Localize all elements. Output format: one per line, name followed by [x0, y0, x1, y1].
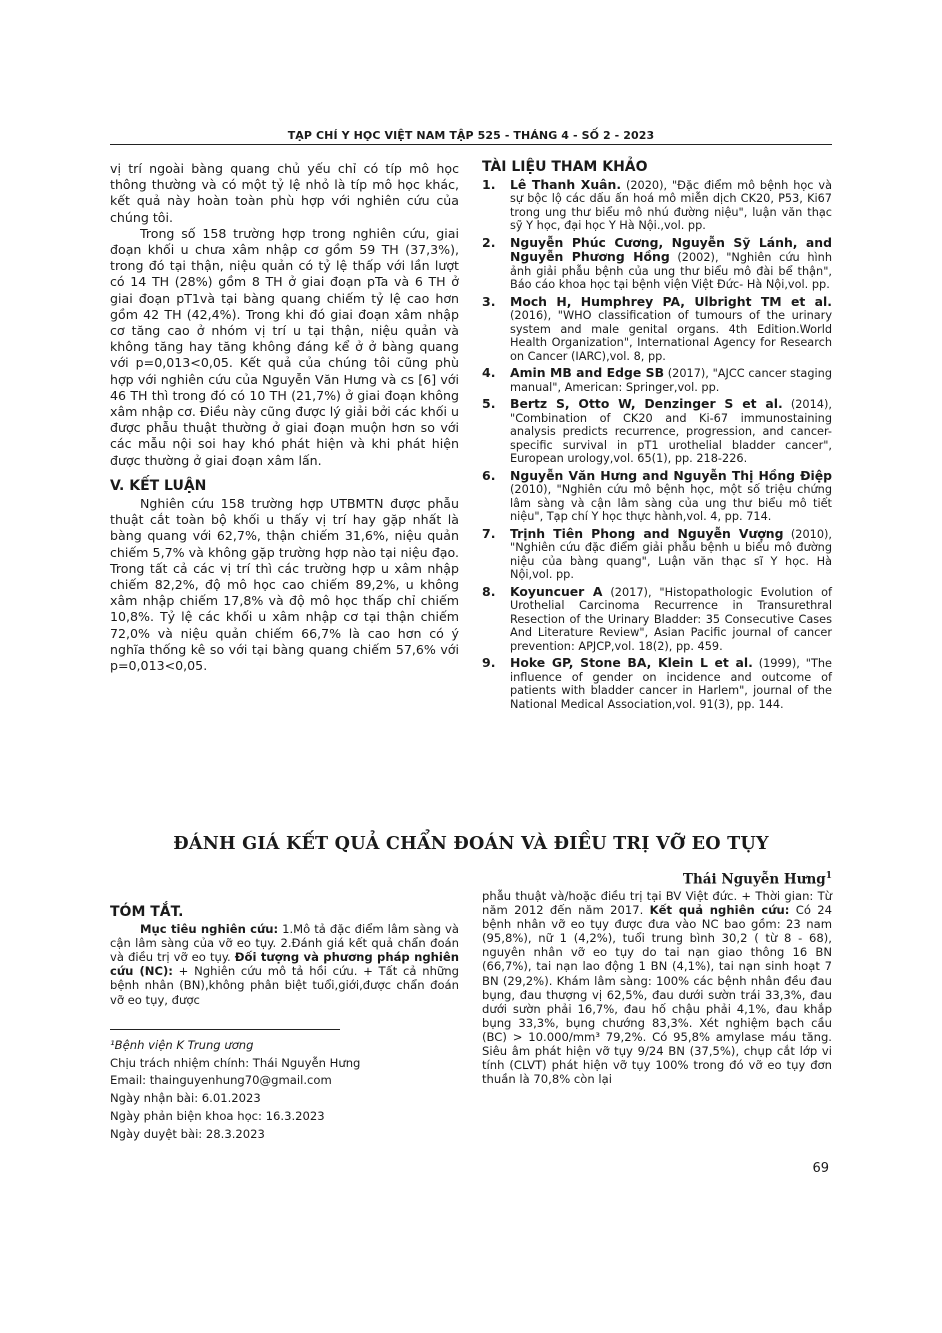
discussion-paragraph-2: Trong số 158 trường hợp trong nghiên cứu, giai đoạn khối u chưa xâm nhập cơ gồm 59 TH (37,3%), trong đó tại thận, niệu quản có tỷ lệ thấp với lần lượt có 14 TH (28%) gồm 8 TH ở giai đoạn pTa và 6 TH ở giai đoạn pT1và tại bàng quang chiếm tỷ lệ cao hơn gồm 42 TH (42,4%). Trong khi đó giai đoạn xâm nhập cơ tăng cao ở nhóm vị trí u tại thận, niệu quản và không tăng hay tăng không đáng kể ở ở bàng quang với p=0,013<0,05. Kết quả của chúng tôi cũng phù hợp với nghiên cứu của Nguyễn Văn Hưng và cs [6] với 46 TH thì trong đó có 10 TH (21,7%) ở giai đoạn không xâm nhập cơ. Điều này cũng được lý giải bởi các khối u được phẫu thuật thường ở giai đoạn muộn hơn so với các mẫu nội soi hay khó phát hiện và khi phát hiện được thường ở giai đoạn xâm lấn.	[110, 225, 459, 468]
reference-text: (2014), "Combination of CK20 and Ki-67 immunostaining analysis predicts recurrence, progression, and cancer-specific survival in pT1 urothelial bladder cancer", European urology,vol. 65(1), pp. 218-226.	[510, 398, 832, 465]
reference-text: (2010), "Nghiên cứu đặc điểm giải phẫu bệnh u biểu mô đường niệu của bàng quang", Luận văn thạc sĩ Y học. Hà Nội,vol. pp.	[510, 527, 833, 581]
reference-authors: Bertz S, Otto W, Denzinger S et al.	[510, 396, 783, 411]
reference-item	[482, 295, 832, 364]
reference-number: 3.	[482, 293, 496, 309]
reference-authors: Trịnh Tiên Phong and Nguyễn Vượng	[510, 525, 784, 541]
results-text: Có 24 bệnh nhân vỡ eo tụy được đưa vào NC bao gồm: 23 nam (95,8%), nữ 1 (4,2%), tuổi trung bình 30,2 ( từ 8 - 68), nguyên nhân vỡ eo tụy do tai nạn giao thông 16 BN (66,7%), tai nạn lao động 1 BN (4,1%), tai nạn sinh hoạt 7 BN (29,2%). Khám lâm sàng: 100% các bệnh nhân đều đau bụng, đau thượng vị 62,5%, đau dưới sườn trái 33,3%, đau dưới sườn phải 16,7%, đau hố chậu phải 4,1%, đau khắp bụng 33,3%, bụng chướng 83,3%. Xét nghiệm bạch cầu (BC) > 10.000/mm³ 79,2%. Có 95,8% amylase máu tăng. Siêu âm phát hiện vỡ tụy 9/24 BN (37,5%), chụp cắt lớp vi tính (CLVT) phát hiện vỡ tụy 100% trong đó vỡ eo tụy đơn thuần là 70,8% còn lại	[482, 903, 832, 1087]
reference-item	[482, 178, 832, 233]
methods-label: Đối tượng và phương pháp nghiên cứu (NC):	[110, 950, 459, 979]
footnote-rule	[110, 1029, 340, 1030]
reference-authors: Hoke GP, Stone BA, Klein L et al.	[510, 655, 753, 670]
reference-text: (2010), "Nghiên cứu mô bệnh học, một số triệu chứng lâm sàng và cận lâm sàng của ung thư biểu mô tiết niệu", Tạp chí Y học thực hành,vol. 4, pp. 714.	[510, 483, 832, 523]
reference-number: 2.	[482, 234, 496, 250]
references-heading: TÀI LIỆU THAM KHẢO	[482, 159, 648, 175]
conclusion-paragraph: Nghiên cứu 158 trường hợp UTBMTN được phẫu thuật cắt toàn bộ khối u thấy vị trí hay gặp nhất là bàng quang với 62,7%, thận chiếm 31,6%, niệu quản chiếm 5,7% và không gặp trường hợp nào tại niệu đạo. Trong tất cả các vị trí thì các trường hợp u xâm nhập chiếm 82,2%, độ mô học cao chiếm 89,2%, u không xâm nhập chiếm 17,8% và độ mô học thấp chỉ chiếm 10,8%. Tỷ lệ các khối u xâm nhập cơ tại thận chiếm 72,0% và niệu quản chiếm 66,7% là cao hơn có ý nghĩa thống kê so với tại bàng quang chiếm 57,6% với p=0,013<0,05.	[110, 496, 459, 674]
reference-item	[482, 527, 832, 582]
conclusion-heading: V. KẾT LUẬN	[110, 477, 207, 494]
reference-text: (2017), "Histopathologic Evolution of Urothelial Carcinoma Recurrence in Transurethral Resection of the Urinary Bladder: 35 Consecutive Cases And Literature Review", Asian Pacific journal of cancer prevention: APJCP,vol. 18(2), pp. 459.	[510, 585, 832, 653]
author-affiliation-mark: 1	[825, 871, 832, 881]
reference-item	[482, 656, 832, 711]
reference-authors: Koyuncuer A	[510, 583, 603, 599]
reference-item	[482, 469, 832, 524]
abstract-right-text: phẫu thuật và/hoặc điều trị tại BV Việt đức. + Thời gian: Từ năm 2012 đến năm 2017.	[482, 889, 832, 918]
reference-number: 6.	[482, 467, 496, 483]
summary-heading: TÓM TẮT.	[110, 904, 184, 920]
page-number: 69	[812, 1161, 829, 1176]
footnote-affiliation: ¹Bệnh viện K Trung ương	[110, 1038, 254, 1052]
footnote-email: Email: thainguyenhung70@gmail.com	[110, 1073, 332, 1088]
reference-authors: Lê Thanh Xuân.	[510, 176, 622, 192]
footnotes	[110, 1037, 440, 1143]
reference-item	[482, 585, 832, 654]
objective-text: 1.Mô tả đặc điểm lâm sàng và cận lâm sàng của vỡ eo tụy. 2.Đánh giá kết quả chẩn đoán và điều trị vỡ eo tụy.	[110, 922, 459, 965]
footnote-reviewed: Ngày phản biện khoa học: 16.3.2023	[110, 1108, 325, 1123]
reference-text: (2017), "AJCC cancer staging manual", American: Springer,vol. pp.	[510, 367, 832, 394]
reference-text: (2016), "WHO classification of tumours of the urinary system and male genital organs. 4th Edition.World Health Organization", International Agency for Research on Cancer (IARC),vol. 8, pp.	[510, 309, 832, 363]
article-author	[683, 871, 832, 888]
reference-number: 4.	[482, 365, 496, 380]
footnote-corresponding: Chịu trách nhiệm chính: Thái Nguyễn Hưng	[110, 1055, 361, 1070]
reference-item	[482, 236, 832, 292]
reference-authors: Nguyễn Văn Hưng and Nguyễn Thị Hồng Điệp	[510, 467, 832, 483]
reference-item	[482, 397, 832, 466]
reference-number: 5.	[482, 396, 496, 411]
reference-authors: Nguyễn Phúc Cương, Nguyễn Sỹ Lánh, and Nguyễn Phương Hồng	[510, 234, 832, 264]
reference-item	[482, 366, 832, 394]
footnote-accepted: Ngày duyệt bài: 28.3.2023	[110, 1126, 265, 1141]
objective-label: Mục tiêu nghiên cứu:	[140, 922, 279, 937]
abstract-left	[110, 905, 459, 1007]
running-head: TẠP CHÍ Y HỌC VIỆT NAM TẬP 525 - THÁNG 4 - SỐ 2 - 2023	[287, 129, 655, 142]
reference-authors: Moch H, Humphrey PA, Ulbright TM et al.	[510, 293, 832, 309]
footnote-received: Ngày nhận bài: 6.01.2023	[110, 1091, 261, 1106]
reference-text: (1999), "The influence of gender on incidence and outcome of patients with bladder cancer in Harlem", journal of the National Medical Association,vol. 91(3), pp. 144.	[510, 657, 833, 711]
discussion-paragraph-1: vị trí ngoài bàng quang chủ yếu chỉ có típ mô học thông thường và có một tỷ lệ nhỏ là típ mô học khác, kết quả này hoàn toàn phù hợp với nghiên cứu của chúng tôi.	[110, 161, 459, 225]
reference-text: (2002), "Nghiên cứu hình ảnh giải phẫu bệnh của ung thư biểu mô đài bể thận", Báo cáo khoa học tại bệnh viện Việt Đức- Hà Nội,vol. pp.	[510, 251, 832, 291]
article-title: ĐÁNH GIÁ KẾT QUẢ CHẨN ĐOÁN VÀ ĐIỀU TRỊ VỠ EO TỤY	[173, 833, 769, 854]
reference-list	[482, 178, 832, 712]
methods-text: + Nghiên cứu mô tả hồi cứu. + Tất cả những bệnh nhân (BN),không phân biệt tuổi,giới,được chẩn đoán vỡ eo tụy, được	[110, 964, 459, 1007]
reference-number: 9.	[482, 655, 496, 670]
author-name: Thái Nguyễn Hưng	[682, 871, 826, 888]
reference-number: 7.	[482, 525, 496, 541]
reference-number: 8.	[482, 583, 496, 599]
results-label: Kết quả nghiên cứu:	[649, 903, 790, 918]
reference-text: (2020), "Đặc điểm mô bệnh học và sự bộc lộ các dấu ấn hoá mô miễn dịch CK20, P53, Ki67 trong ung thư biểu mô nhú đường niệu", luận văn thạc sỹ Y học, đại học Y Hà Nội.,vol. pp.	[510, 178, 833, 232]
header-rule	[110, 144, 832, 145]
abstract-right	[482, 889, 832, 1086]
left-column	[110, 161, 459, 674]
reference-authors: Amin MB and Edge SB	[510, 365, 665, 380]
references-section	[482, 161, 832, 714]
reference-number: 1.	[482, 176, 496, 192]
